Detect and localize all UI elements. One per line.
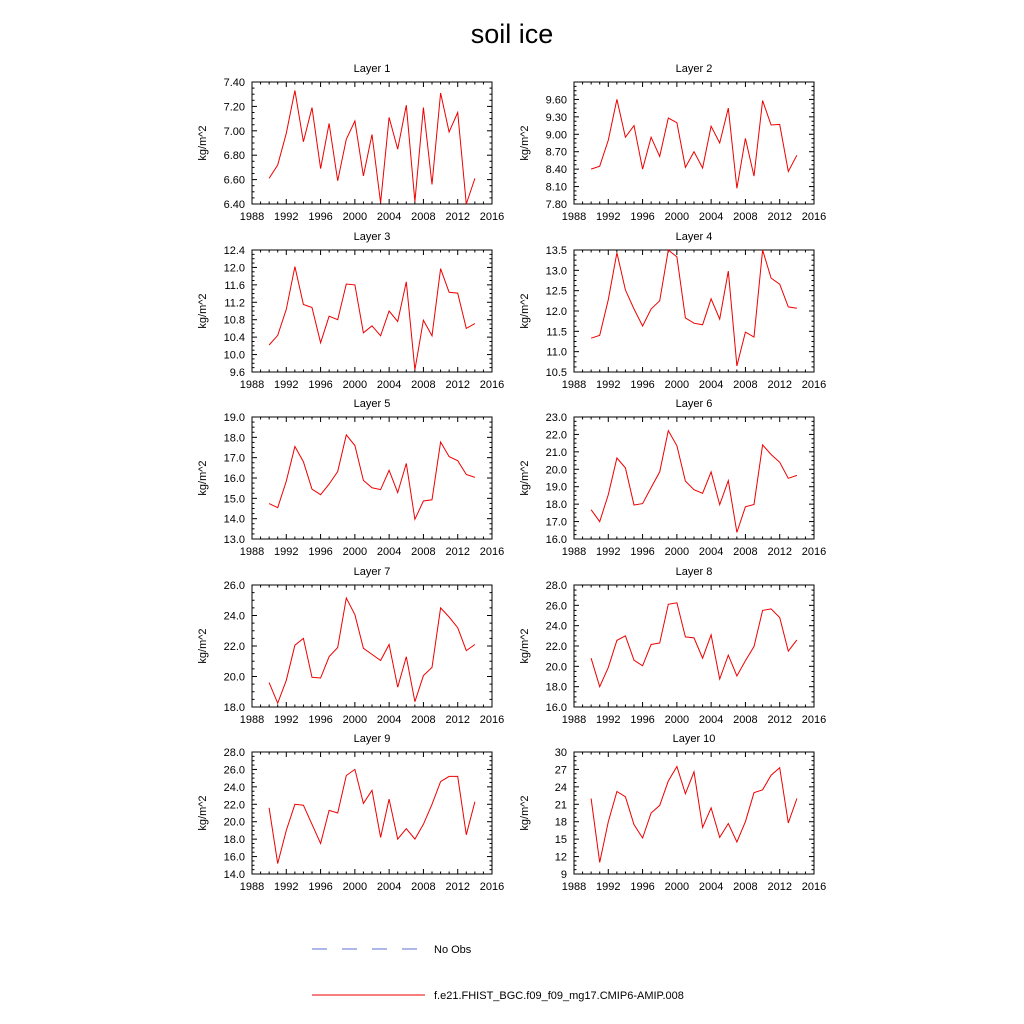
x-tick-label: 2016 [801, 714, 827, 726]
x-tick-label: 2008 [411, 379, 436, 391]
x-tick-label: 2012 [767, 714, 792, 726]
plot-frame [252, 417, 492, 539]
y-tick-label: 10.4 [223, 332, 245, 345]
x-tick-label: 2012 [445, 714, 470, 726]
x-tick-label: 1996 [308, 714, 333, 726]
y-tick-label: 9.60 [545, 94, 567, 107]
x-tick-label: 1996 [630, 379, 655, 391]
y-tick-label: 22.0 [545, 429, 567, 442]
y-tick-label: 8.40 [545, 164, 567, 177]
y-tick-label: 9.30 [545, 111, 567, 124]
x-tick-label: 1996 [308, 379, 333, 391]
panel-layer-1 [197, 63, 504, 223]
y-tick-label: 14.0 [223, 513, 245, 526]
x-tick-label: 1988 [561, 546, 587, 558]
x-tick-label: 1988 [561, 379, 587, 391]
y-tick-label: 22.0 [545, 641, 567, 653]
y-axis-label: kg/m^2 [519, 795, 531, 831]
x-tick-label: 2004 [376, 714, 402, 726]
y-tick-label: 17.0 [545, 516, 567, 529]
y-axis-label: kg/m^2 [519, 460, 531, 496]
x-tick-label: 2004 [376, 211, 402, 223]
panel-title: Layer 6 [675, 398, 713, 410]
x-tick-label: 1988 [239, 379, 265, 391]
x-tick-label: 2016 [479, 881, 505, 893]
x-tick-label: 2004 [698, 379, 724, 391]
x-tick-label: 1988 [561, 881, 587, 893]
plot-frame [252, 752, 492, 874]
y-tick-label: 12.5 [545, 285, 567, 298]
y-axis-label: kg/m^2 [197, 293, 209, 329]
y-tick-label: 28.0 [223, 747, 245, 759]
plot-frame [252, 585, 492, 707]
y-tick-label: 10.5 [545, 367, 567, 379]
panel-title: Layer 5 [353, 398, 391, 410]
series-line [591, 767, 797, 863]
x-tick-label: 2000 [342, 546, 368, 558]
panel-layer-2 [519, 63, 826, 223]
x-tick-label: 2016 [801, 546, 827, 558]
panel-title: Layer 7 [353, 566, 391, 578]
x-tick-label: 1988 [239, 546, 265, 558]
x-tick-label: 1992 [274, 546, 299, 558]
y-tick-label: 7.20 [223, 101, 245, 114]
y-tick-label: 7.40 [223, 77, 245, 89]
y-tick-label: 9.6 [229, 367, 245, 379]
y-tick-label: 16.0 [223, 851, 245, 864]
y-tick-label: 12 [554, 851, 567, 864]
y-tick-label: 8.10 [545, 181, 567, 194]
series-line [269, 267, 475, 370]
y-tick-label: 20.0 [223, 816, 245, 829]
series-line [591, 250, 797, 366]
panel-layer-5 [197, 398, 504, 558]
x-tick-label: 2012 [767, 211, 792, 223]
panel-layer-9 [197, 733, 504, 893]
x-tick-label: 2008 [733, 546, 758, 558]
panel-layer-10 [519, 733, 826, 893]
y-tick-label: 13.5 [545, 245, 567, 257]
panel-layer-3 [197, 231, 504, 391]
y-tick-label: 9 [560, 869, 567, 881]
y-tick-label: 21.0 [545, 446, 567, 459]
x-tick-label: 2004 [698, 211, 724, 223]
x-tick-label: 1992 [274, 211, 299, 223]
x-tick-label: 1988 [561, 211, 587, 223]
x-tick-label: 2016 [479, 714, 505, 726]
y-axis-label: kg/m^2 [197, 795, 209, 831]
x-tick-label: 2016 [801, 211, 827, 223]
series-line [269, 435, 475, 519]
panel-title: Layer 10 [672, 733, 716, 745]
legend [312, 944, 684, 1002]
plot-frame [252, 82, 492, 204]
y-tick-label: 24.0 [223, 610, 245, 623]
y-tick-label: 13.0 [223, 534, 245, 546]
plot-frame [574, 82, 814, 204]
panel-layer-6 [519, 398, 826, 558]
y-tick-label: 16.0 [545, 702, 567, 714]
panel-layer-4 [519, 231, 826, 391]
x-tick-label: 1992 [274, 881, 299, 893]
y-tick-label: 18.0 [223, 834, 245, 847]
y-tick-label: 24 [554, 781, 567, 794]
y-tick-label: 12.0 [223, 262, 245, 275]
panel-title: Layer 9 [353, 733, 391, 745]
y-tick-label: 8.70 [545, 146, 567, 159]
x-tick-label: 2016 [801, 379, 827, 391]
y-tick-label: 28.0 [545, 580, 567, 592]
x-tick-label: 2004 [376, 881, 402, 893]
x-tick-label: 2016 [801, 881, 827, 893]
x-tick-label: 1996 [308, 546, 333, 558]
y-tick-label: 18.0 [545, 499, 567, 512]
y-tick-label: 27 [554, 764, 567, 777]
x-tick-label: 1996 [308, 211, 333, 223]
y-tick-label: 18.0 [223, 702, 245, 714]
y-tick-label: 19.0 [223, 412, 245, 424]
x-tick-label: 1992 [596, 546, 621, 558]
x-tick-label: 2004 [698, 714, 724, 726]
y-tick-label: 26.0 [545, 600, 567, 613]
x-tick-label: 2016 [479, 379, 505, 391]
y-tick-label: 11.0 [546, 346, 567, 359]
y-tick-label: 7.80 [545, 199, 567, 211]
x-tick-label: 1992 [596, 211, 621, 223]
y-tick-label: 26.0 [223, 764, 245, 777]
y-axis-label: kg/m^2 [519, 293, 531, 329]
y-tick-label: 19.0 [545, 481, 567, 494]
y-axis-label: kg/m^2 [197, 628, 209, 664]
y-tick-label: 14.0 [223, 869, 245, 881]
x-tick-label: 2008 [411, 881, 436, 893]
y-tick-label: 20.0 [223, 671, 245, 684]
x-tick-label: 1992 [596, 714, 621, 726]
y-tick-label: 21 [554, 799, 567, 812]
legend-label: No Obs [434, 944, 472, 956]
y-tick-label: 11.2 [224, 297, 245, 310]
y-tick-label: 6.80 [223, 150, 245, 163]
y-axis-label: kg/m^2 [519, 628, 531, 664]
figure-title: soil ice [470, 19, 554, 49]
x-tick-label: 2012 [767, 379, 792, 391]
x-tick-label: 1996 [630, 546, 655, 558]
panel-title: Layer 4 [675, 231, 713, 243]
x-tick-label: 2000 [342, 881, 368, 893]
y-axis-label: kg/m^2 [519, 125, 531, 161]
x-tick-label: 2008 [411, 546, 436, 558]
x-tick-label: 1992 [596, 881, 621, 893]
y-tick-label: 9.00 [545, 129, 567, 142]
x-tick-label: 2008 [733, 211, 758, 223]
y-tick-label: 6.40 [223, 199, 245, 211]
series-line [269, 769, 475, 863]
y-tick-label: 15 [554, 834, 567, 847]
y-tick-label: 6.60 [223, 174, 245, 187]
x-tick-label: 2004 [376, 546, 402, 558]
x-tick-label: 2012 [767, 546, 792, 558]
x-tick-label: 2008 [411, 211, 436, 223]
y-tick-label: 24.0 [545, 620, 567, 633]
series-line [591, 99, 797, 188]
x-tick-label: 1988 [239, 714, 265, 726]
x-tick-label: 1988 [239, 881, 265, 893]
y-tick-label: 18 [554, 816, 567, 829]
x-tick-label: 1992 [274, 714, 299, 726]
x-tick-label: 2000 [664, 546, 690, 558]
x-tick-label: 1996 [630, 211, 655, 223]
y-tick-label: 26.0 [223, 580, 245, 592]
x-tick-label: 2012 [445, 211, 470, 223]
x-tick-label: 1996 [308, 881, 333, 893]
series-line [591, 603, 797, 687]
y-tick-label: 18.0 [223, 432, 245, 445]
panel-layer-7 [197, 566, 504, 726]
plot-frame [574, 585, 814, 707]
y-tick-label: 20.0 [545, 464, 567, 477]
y-axis-label: kg/m^2 [197, 460, 209, 496]
y-tick-label: 11.6 [224, 279, 245, 292]
y-tick-label: 10.8 [223, 314, 245, 327]
panel-title: Layer 2 [675, 63, 713, 75]
x-tick-label: 1996 [630, 881, 655, 893]
x-tick-label: 2000 [664, 714, 690, 726]
x-tick-label: 2000 [664, 379, 690, 391]
panel-title: Layer 8 [675, 566, 713, 578]
y-tick-label: 10.0 [223, 349, 245, 362]
panel-title: Layer 3 [353, 231, 391, 243]
x-tick-label: 2012 [767, 881, 792, 893]
plot-frame [574, 250, 814, 372]
x-tick-label: 2000 [342, 211, 368, 223]
x-tick-label: 2004 [698, 546, 724, 558]
y-tick-label: 23.0 [545, 412, 567, 424]
x-tick-label: 1992 [274, 379, 299, 391]
y-tick-label: 20.0 [545, 661, 567, 674]
panels-group [197, 63, 826, 893]
x-tick-label: 2000 [342, 379, 368, 391]
x-tick-label: 2004 [376, 379, 402, 391]
y-tick-label: 13.0 [545, 265, 567, 278]
x-tick-label: 1988 [561, 714, 587, 726]
series-line [269, 91, 475, 205]
y-tick-label: 16.0 [545, 534, 567, 546]
x-tick-label: 2016 [479, 546, 505, 558]
x-tick-label: 2012 [445, 546, 470, 558]
x-tick-label: 2004 [698, 881, 724, 893]
x-tick-label: 2016 [479, 211, 505, 223]
y-tick-label: 17.0 [223, 452, 245, 465]
y-tick-label: 16.0 [223, 473, 245, 485]
x-tick-label: 2008 [733, 714, 758, 726]
x-tick-label: 2012 [445, 379, 470, 391]
y-tick-label: 12.4 [223, 245, 245, 257]
y-tick-label: 24.0 [223, 781, 245, 794]
y-tick-label: 18.0 [545, 681, 567, 694]
y-axis-label: kg/m^2 [197, 125, 209, 161]
plot-frame [574, 417, 814, 539]
x-tick-label: 2008 [733, 379, 758, 391]
x-tick-label: 2012 [445, 881, 470, 893]
x-tick-label: 2008 [411, 714, 436, 726]
panel-layer-8 [519, 566, 826, 726]
x-tick-label: 2000 [664, 211, 690, 223]
y-tick-label: 22.0 [223, 799, 245, 812]
series-line [269, 598, 475, 703]
plot-frame [574, 752, 814, 874]
x-tick-label: 2000 [664, 881, 690, 893]
x-tick-label: 1996 [630, 714, 655, 726]
series-line [591, 431, 797, 533]
y-tick-label: 7.00 [223, 125, 245, 138]
y-tick-label: 15.0 [223, 493, 245, 506]
plot-frame [252, 250, 492, 372]
y-tick-label: 11.5 [546, 326, 567, 339]
y-tick-label: 30 [554, 747, 567, 759]
x-tick-label: 1988 [239, 211, 265, 223]
y-tick-label: 12.0 [545, 306, 567, 318]
x-tick-label: 1992 [596, 379, 621, 391]
legend-label: f.e21.FHIST_BGC.f09_f09_mg17.CMIP6-AMIP.008 [434, 990, 684, 1002]
x-tick-label: 2000 [342, 714, 368, 726]
x-tick-label: 2008 [733, 881, 758, 893]
y-tick-label: 22.0 [223, 641, 245, 653]
panel-title: Layer 1 [353, 63, 391, 75]
